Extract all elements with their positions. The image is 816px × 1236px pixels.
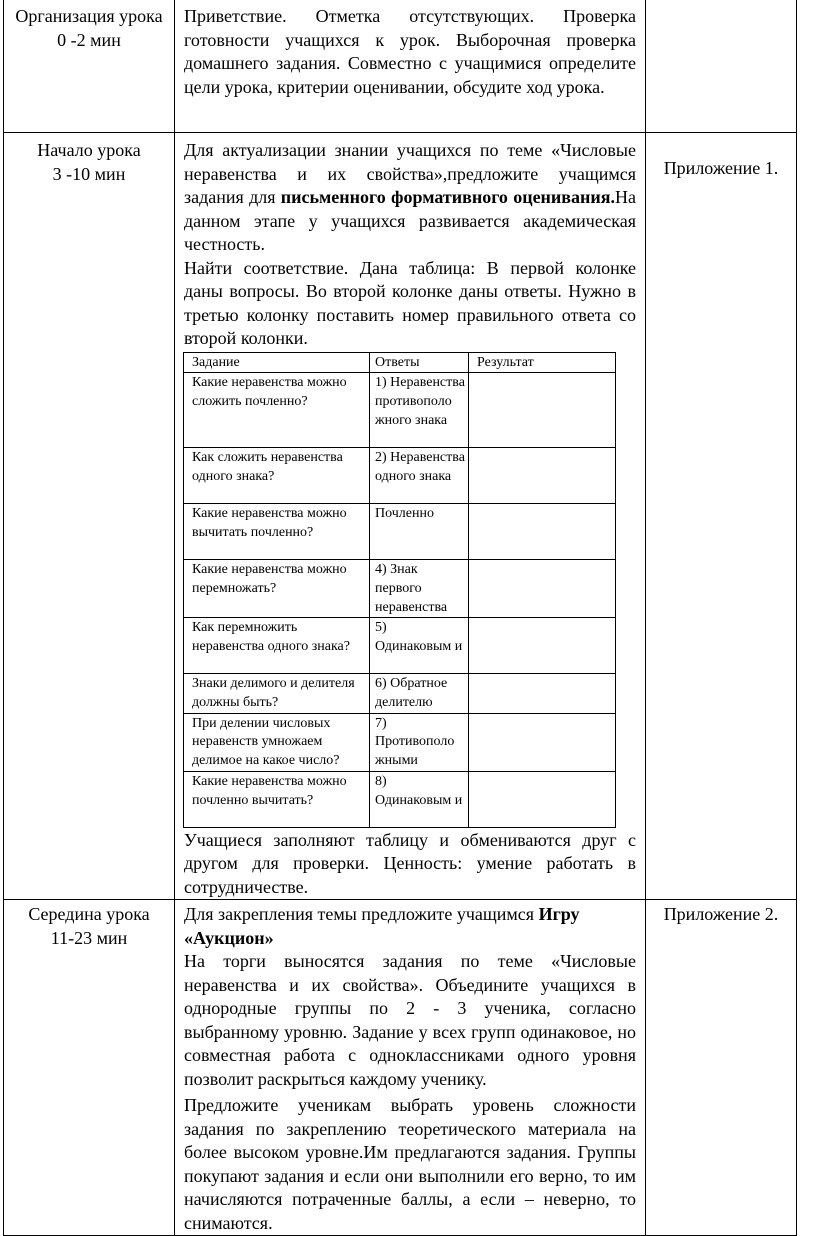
table-row <box>184 448 616 504</box>
result-cell <box>469 448 616 504</box>
answer-cell: 1) Неравенства противополо жного знака <box>370 373 469 448</box>
result-cell <box>469 713 616 771</box>
table-row <box>184 373 616 448</box>
answer-cell: 6) Обратное делителю <box>370 674 469 713</box>
table-row <box>184 713 616 771</box>
task-paragraph: Найти соответствие. Дана таблица: В первой колонке даны вопросы. Во второй колонке даны ответы. Нужно в третью колонку поставить номер правильного ответа со второй колонки. <box>184 257 636 348</box>
question-cell: Какие неравенства можно перемножать? <box>184 560 370 618</box>
stage-time: 11-23 мин <box>50 927 128 948</box>
lead-text: Для закрепления темы предложите учащимся <box>184 904 539 925</box>
intro-bold-text: письменного формативного оценивания. <box>280 187 616 207</box>
header-result: Результат <box>469 352 616 373</box>
table-row <box>184 504 616 560</box>
stage-name: Организация урока <box>15 6 163 26</box>
question-cell: При делении числовых неравенств умножаем делимое на какое число? <box>184 713 370 771</box>
lesson-plan-table <box>3 0 797 1236</box>
content-text: Приветствие. Отметка отсутствующих. Проверка готовности учащихся к урок. Выборочная проверка домашнего задания. Совместно с учащимися определите цели урока, критерии оценивании, обсудите ход урока. <box>184 6 636 97</box>
game-description-paragraph: На торги выносятся задания по теме «Числовые неравенства и их свойства». Объедините учащихся в однородные группы по 2 - 3 ученика, согласно выбранному уровню. Задание у всех групп одинаковое, но совместная работа с одноклассниками одного уровня позволит раскрыться каждому ученику. <box>184 951 636 1089</box>
result-cell <box>469 674 616 713</box>
table-row <box>184 618 616 674</box>
question-cell: Какие неравенства можно сложить почленно? <box>184 373 370 448</box>
intro-text-continued: На данном этапе у учащихся развивается академическая честность. <box>184 187 637 254</box>
lesson-row-start <box>4 133 797 900</box>
answer-cell: Почленно <box>370 504 469 560</box>
question-cell: Какие неравенства можно вычитать почленно? <box>184 504 370 560</box>
question-cell: Как перемножить неравенства одного знака? <box>184 618 370 674</box>
stage-time: 3 -10 мин <box>52 163 126 184</box>
result-cell <box>469 560 616 618</box>
resource-text: Приложение 2. <box>663 904 779 925</box>
intro-paragraph <box>184 139 636 257</box>
answer-cell: 5) Одинаковым и <box>370 618 469 674</box>
result-cell <box>469 771 616 827</box>
content-cell <box>175 133 646 900</box>
stage-name: Середина урока <box>28 904 150 925</box>
header-answers: Ответы <box>370 352 469 373</box>
stage-cell <box>4 0 175 133</box>
stage-time: 0 -2 мин <box>57 29 121 50</box>
lesson-row-middle <box>4 900 797 1236</box>
answer-cell: 4) Знак первого неравенства <box>370 560 469 618</box>
answer-cell: 7) Противополо жными <box>370 713 469 771</box>
table-row <box>184 560 616 618</box>
matching-table <box>183 352 616 828</box>
table-row <box>184 771 616 827</box>
resource-text: Приложение 1. <box>663 158 779 178</box>
question-cell: Знаки делимого и делителя должны быть? <box>184 674 370 713</box>
question-cell: Как сложить неравенства одного знака? <box>184 448 370 504</box>
answer-cell: 8) Одинаковым и <box>370 771 469 827</box>
resource-cell <box>646 0 797 133</box>
after-table-paragraph: Учащиеся заполняют таблицу и обмениваются друг с другом для проверки. Ценность: умение работать в сотрудничестве. <box>184 829 636 897</box>
level-choice-paragraph: Предложите ученикам выбрать уровень сложности задания по закреплению теоретического материала на более высоком уровне.Им предлагаются задания. Группы покупают задания и если они выполнили его верно, то им начисляются потраченные баллы, а если – неверно, то снимаются. <box>184 1095 636 1233</box>
stage-name: Начало урока <box>37 140 141 160</box>
content-cell <box>175 0 646 133</box>
resource-cell <box>646 133 797 900</box>
intro-text: Для актуализации знании учащихся по теме «Числовые неравенства и их свойства»,предложите учащимся задания для <box>184 140 636 207</box>
content-cell <box>175 900 646 1236</box>
answer-cell: 2) Неравенства одного знака <box>370 448 469 504</box>
table-row <box>184 674 616 713</box>
question-cell: Какие неравенства можно почленно вычитать? <box>184 771 370 827</box>
result-cell <box>469 373 616 448</box>
resource-cell <box>646 900 797 1236</box>
result-cell <box>469 504 616 560</box>
header-task: Задание <box>184 352 370 373</box>
lesson-row-organization <box>4 0 797 133</box>
stage-cell <box>4 900 175 1236</box>
result-cell <box>469 618 616 674</box>
stage-cell <box>4 133 175 900</box>
game-name: Игру «Аукцион» <box>184 904 580 948</box>
lead-paragraph <box>184 903 636 950</box>
matching-table-header <box>184 352 616 373</box>
